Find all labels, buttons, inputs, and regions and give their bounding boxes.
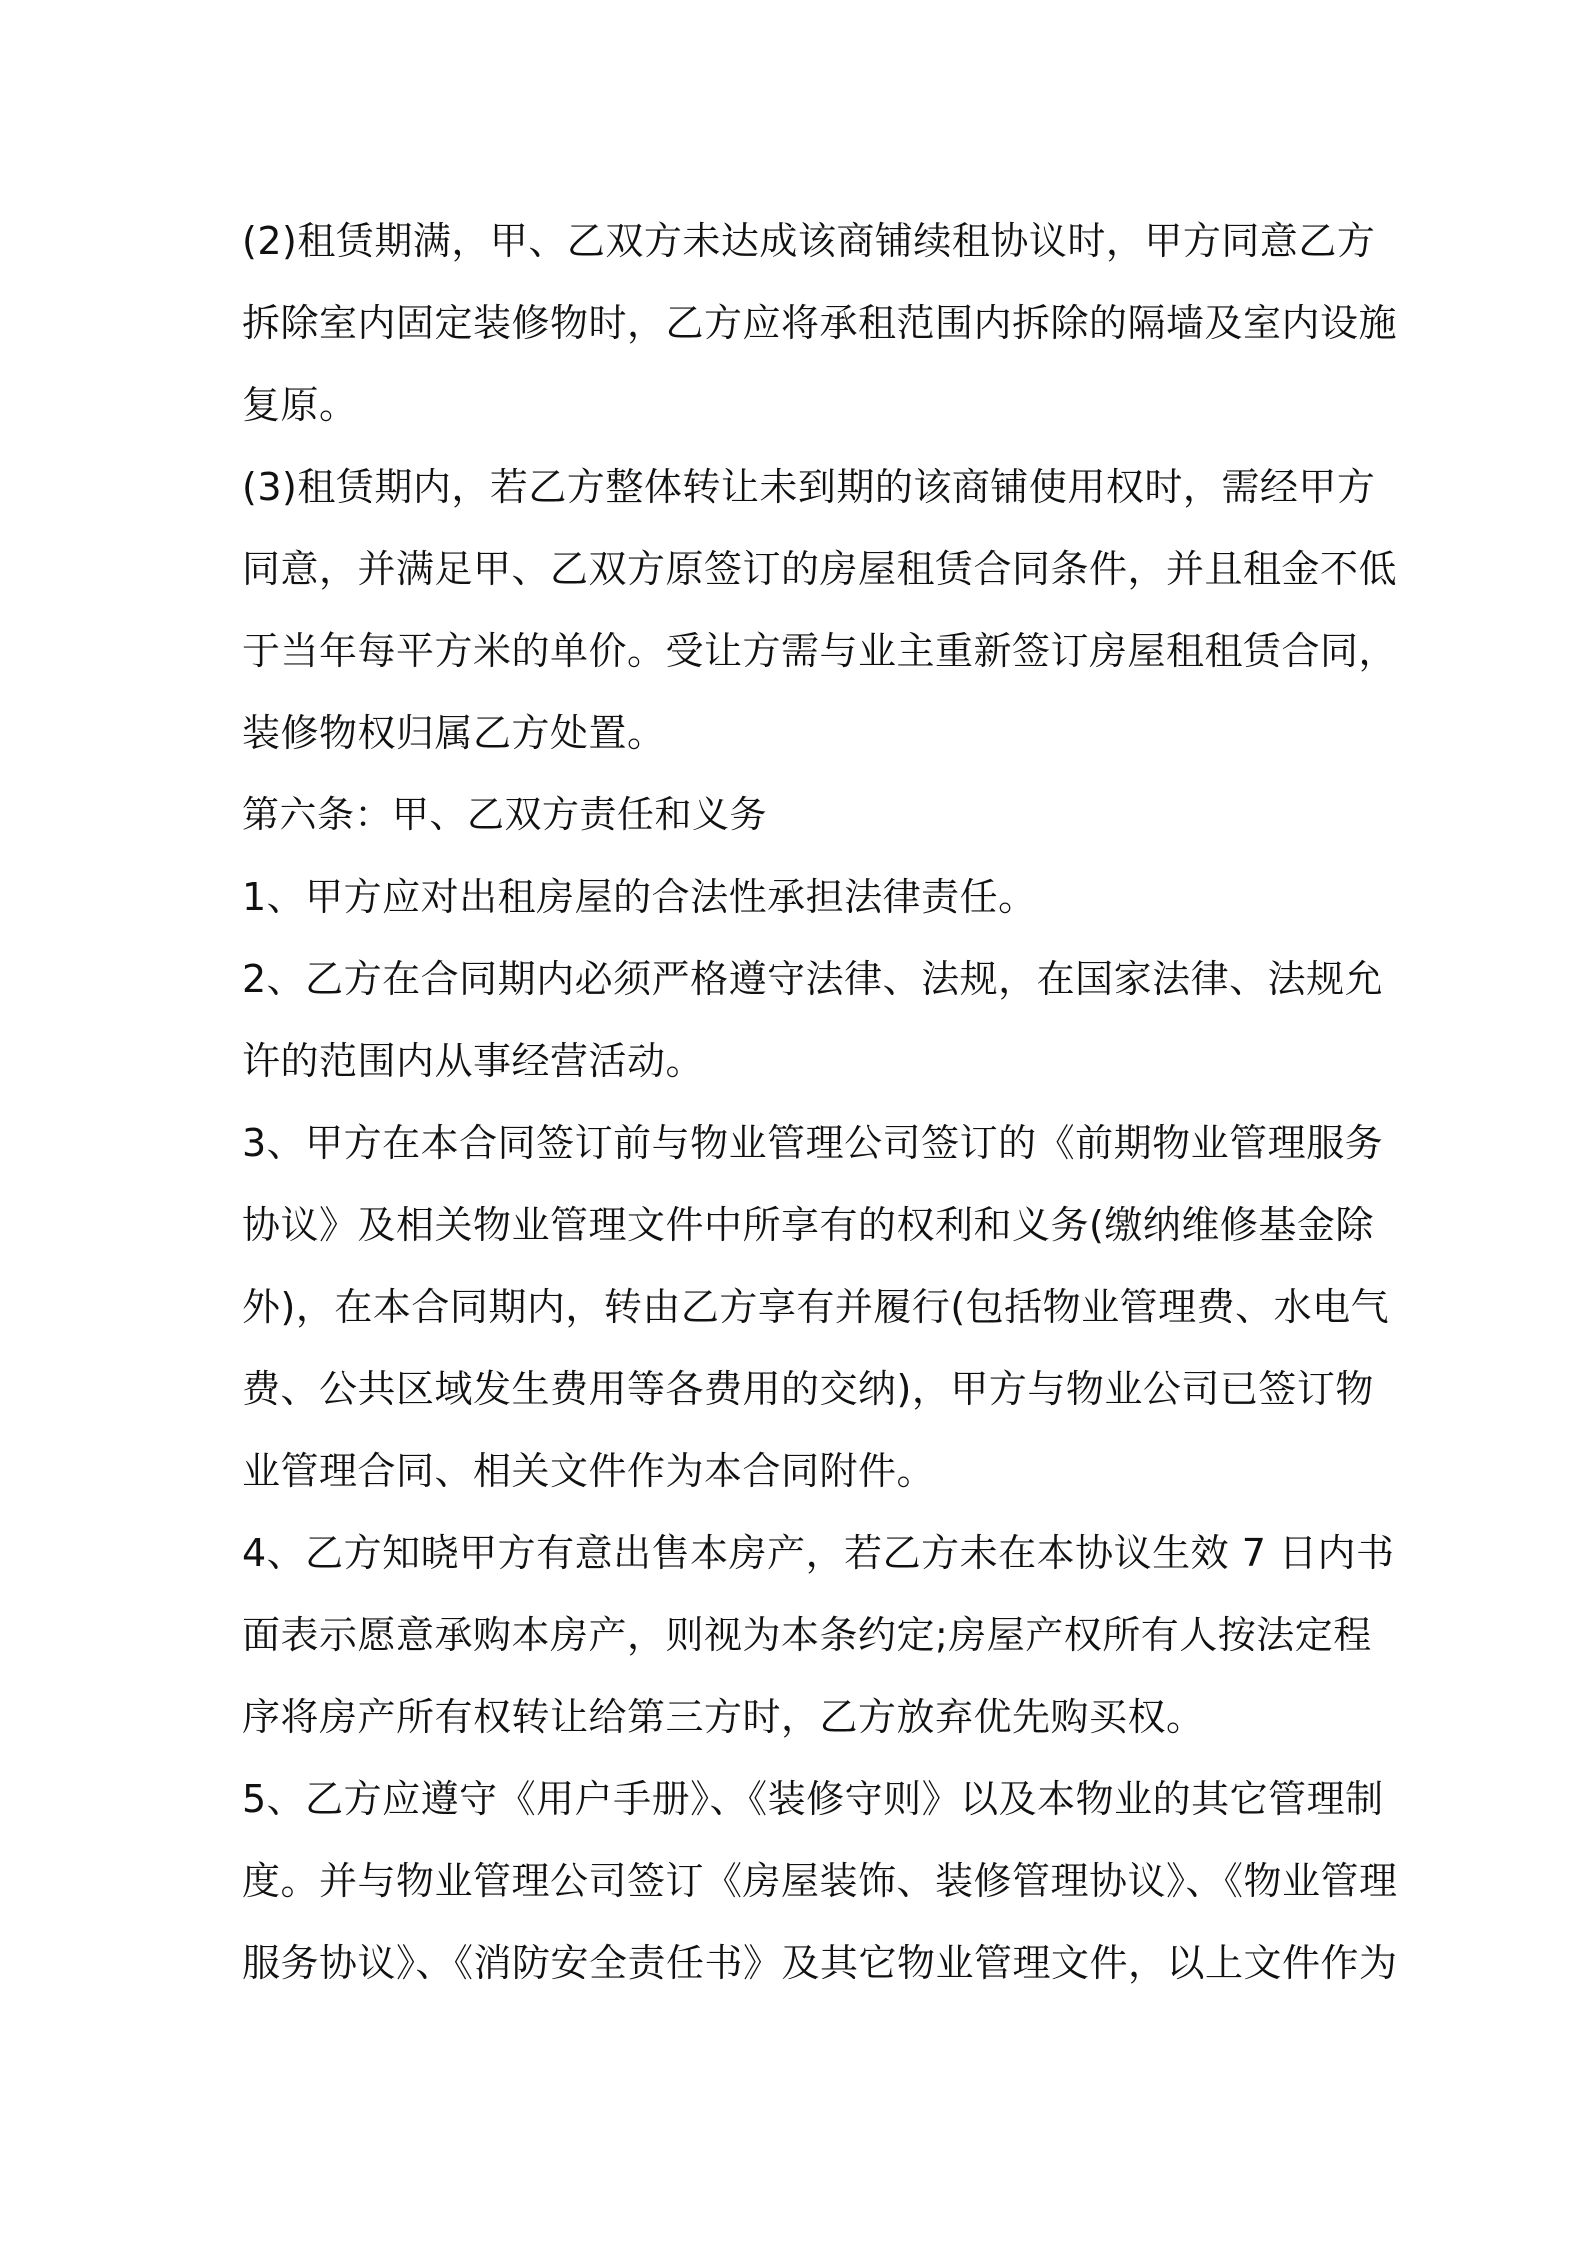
text-line: 面表示愿意承购本房产，则视为本条约定;房屋产权所有人按法定程 [242,1613,1372,1657]
text-line: 协议》及相关物业管理文件中所享有的权利和义务(缴纳维修基金除 [242,1203,1374,1247]
text-line: 5、乙方应遵守《用户手册》、《装修守则》以及本物业的其它管理制 [242,1777,1384,1821]
text-line: 4、乙方知晓甲方有意出售本房产，若乙方未在本协议生效 7 日内书 [242,1531,1395,1575]
text-line: 外)，在本合同期内，转由乙方享有并履行(包括物业管理费、水电气 [242,1285,1390,1329]
text-line: 复原。 [242,383,358,427]
text-line: 3、甲方在本合同签订前与物业管理公司签订的《前期物业管理服务 [242,1121,1384,1165]
text-line: (3)租赁期内，若乙方整体转让未到期的该商铺使用权时，需经甲方 [242,465,1376,509]
text-line: 服务协议》、《消防安全责任书》及其它物业管理文件，以上文件作为 [242,1941,1398,1985]
section-heading: 第六条：甲、乙双方责任和义务 [242,793,767,836]
text-line: 序将房产所有权转让给第三方时，乙方放弃优先购买权。 [242,1695,1205,1739]
text-line: 度。并与物业管理公司签订《房屋装饰、装修管理协议》、《物业管理 [242,1859,1398,1903]
text-line: 费、公共区域发生费用等各费用的交纳)，甲方与物业公司已签订物 [242,1367,1374,1411]
text-line: 于当年每平方米的单价。受让方需与业主重新签订房屋租租赁合同， [242,629,1398,673]
text-line: 拆除室内固定装修物时，乙方应将承租范围内拆除的隔墙及室内设施 [242,301,1398,345]
text-line: (2)租赁期满，甲、乙双方未达成该商铺续租协议时，甲方同意乙方 [242,219,1376,263]
text-line: 许的范围内从事经营活动。 [242,1039,705,1083]
text-line: 业管理合同、相关文件作为本合同附件。 [242,1449,936,1493]
text-line: 装修物权归属乙方处置。 [242,711,666,755]
text-line: 2、乙方在合同期内必须严格遵守法律、法规，在国家法律、法规允 [242,957,1384,1001]
text-line: 1、甲方应对出租房屋的合法性承担法律责任。 [242,875,1037,919]
text-line: 同意，并满足甲、乙双方原签订的房屋租赁合同条件，并且租金不低 [242,547,1398,591]
document-body [242,200,1398,2004]
